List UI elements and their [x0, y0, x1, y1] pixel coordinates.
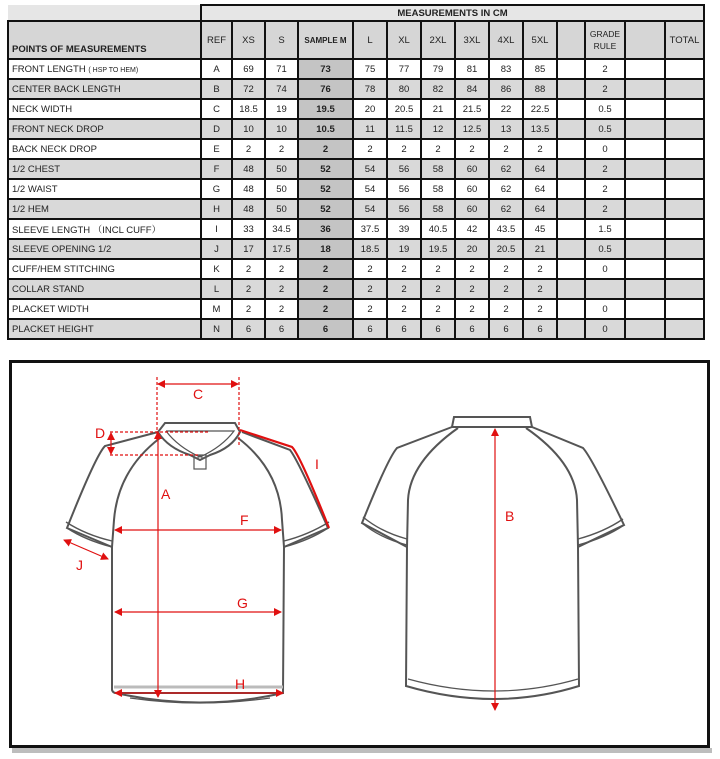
front-hem-curve: [116, 693, 283, 703]
size-value-xl: 6: [387, 319, 421, 339]
size-value-l: 54: [353, 199, 387, 219]
label-d: D: [95, 425, 106, 441]
size-value-s: 2: [265, 279, 298, 299]
size-value-5xl: 13.5: [523, 119, 557, 139]
ref-cell: A: [201, 59, 232, 79]
size-value-3xl: 60: [455, 159, 489, 179]
back-body-outline: [406, 547, 579, 699]
ref-cell: L: [201, 279, 232, 299]
ref-header: REF: [201, 21, 232, 59]
grade-rule-cell: 0: [585, 299, 625, 319]
size-value-2xl: 12: [421, 119, 455, 139]
size-header-s: S: [265, 21, 298, 59]
size-value-l: 54: [353, 179, 387, 199]
measurement-name: PLACKET HEIGHT: [12, 323, 94, 335]
size-value-sample-m: 2: [298, 139, 353, 159]
size-value-s: 10: [265, 119, 298, 139]
size-value-xl: 2: [387, 279, 421, 299]
size-header-sample-m: SAMPLE M: [298, 21, 353, 59]
size-value-s: 50: [265, 179, 298, 199]
grade-rule-cell: 2: [585, 179, 625, 199]
size-value-xl: 56: [387, 179, 421, 199]
size-value-4xl: 86: [489, 79, 523, 99]
size-value-2xl: 2: [421, 139, 455, 159]
size-header-2xl: 2XL: [421, 21, 455, 59]
front-right-armhole: [238, 438, 284, 547]
size-value-3xl: 21.5: [455, 99, 489, 119]
size-value-3xl: 81: [455, 59, 489, 79]
size-value-5xl: 2: [523, 299, 557, 319]
size-value-xs: 2: [232, 299, 265, 319]
size-value-3xl: 2: [455, 259, 489, 279]
size-value-xl: 2: [387, 139, 421, 159]
measurement-name: NECK WIDTH: [12, 103, 73, 115]
grade-rule-cell: 0.5: [585, 99, 625, 119]
measurement-name: SLEEVE LENGTH （INCL CUFF）: [12, 225, 162, 236]
size-value-xs: 2: [232, 139, 265, 159]
back-right-cuff: [578, 519, 624, 545]
size-value-4xl: 2: [489, 139, 523, 159]
size-value-4xl: 2: [489, 279, 523, 299]
size-value-l: 75: [353, 59, 387, 79]
size-value-s: 2: [265, 299, 298, 319]
size-value-l: 11: [353, 119, 387, 139]
size-value-4xl: 2: [489, 259, 523, 279]
size-value-2xl: 19.5: [421, 239, 455, 259]
label-f: F: [240, 512, 249, 528]
grade-rule-cell: 0: [585, 319, 625, 339]
measurement-note: ( HSP TO HEM): [88, 66, 139, 74]
size-value-4xl: 20.5: [489, 239, 523, 259]
size-value-l: 18.5: [353, 239, 387, 259]
size-value-5xl: 88: [523, 79, 557, 99]
size-value-3xl: 6: [455, 319, 489, 339]
size-value-4xl: 6: [489, 319, 523, 339]
back-hem-inner: [408, 679, 578, 691]
grade-rule-cell: 0.5: [585, 119, 625, 139]
grade-rule-cell: 1.5: [585, 219, 625, 239]
measurements-title: MEASUREMENTS IN CM: [201, 5, 704, 21]
size-value-xs: 48: [232, 179, 265, 199]
size-value-5xl: 45: [523, 219, 557, 239]
size-value-4xl: 2: [489, 299, 523, 319]
size-value-xl: 2: [387, 259, 421, 279]
label-j: J: [76, 557, 83, 573]
size-value-xs: 48: [232, 199, 265, 219]
size-value-3xl: 2: [455, 279, 489, 299]
ref-cell: H: [201, 199, 232, 219]
ref-cell: M: [201, 299, 232, 319]
measurement-name: FRONT NECK DROP: [12, 123, 104, 135]
label-i: I: [315, 456, 319, 472]
grade-rule-line1: GRADE: [589, 29, 621, 39]
size-value-sample-m: 73: [298, 59, 353, 79]
size-value-sample-m: 36: [298, 219, 353, 239]
size-value-5xl: 22.5: [523, 99, 557, 119]
back-left-armhole: [407, 428, 458, 547]
size-value-3xl: 60: [455, 179, 489, 199]
size-value-2xl: 21: [421, 99, 455, 119]
size-value-2xl: 82: [421, 79, 455, 99]
ref-cell: B: [201, 79, 232, 99]
size-value-sample-m: 18: [298, 239, 353, 259]
size-value-sample-m: 52: [298, 199, 353, 219]
size-value-xs: 33: [232, 219, 265, 239]
size-value-2xl: 2: [421, 279, 455, 299]
size-value-4xl: 13: [489, 119, 523, 139]
size-value-5xl: 6: [523, 319, 557, 339]
size-value-3xl: 20: [455, 239, 489, 259]
size-value-2xl: 2: [421, 299, 455, 319]
size-value-s: 71: [265, 59, 298, 79]
size-value-l: 2: [353, 259, 387, 279]
size-value-xl: 19: [387, 239, 421, 259]
size-value-l: 78: [353, 79, 387, 99]
size-value-xl: 2: [387, 299, 421, 319]
size-value-l: 37.5: [353, 219, 387, 239]
size-value-4xl: 62: [489, 159, 523, 179]
size-value-3xl: 2: [455, 139, 489, 159]
size-value-s: 34.5: [265, 219, 298, 239]
size-value-xl: 39: [387, 219, 421, 239]
size-value-sample-m: 76: [298, 79, 353, 99]
size-value-xl: 80: [387, 79, 421, 99]
measurement-name: FRONT LENGTH: [12, 63, 86, 75]
label-g: G: [237, 595, 248, 611]
size-value-4xl: 43.5: [489, 219, 523, 239]
ref-cell: I: [201, 219, 232, 239]
size-value-xs: 69: [232, 59, 265, 79]
size-value-sample-m: 2: [298, 299, 353, 319]
grade-rule-cell: 2: [585, 79, 625, 99]
size-value-xl: 20.5: [387, 99, 421, 119]
size-value-s: 50: [265, 199, 298, 219]
front-body-outline: [112, 547, 284, 693]
grade-rule-cell: 2: [585, 159, 625, 179]
size-value-sample-m: 52: [298, 159, 353, 179]
back-collar: [452, 417, 532, 427]
size-value-s: 19: [265, 99, 298, 119]
measurement-name: CUFF/HEM STITCHING: [12, 263, 115, 275]
size-value-5xl: 64: [523, 179, 557, 199]
size-value-l: 2: [353, 139, 387, 159]
back-shirt: [362, 417, 624, 699]
size-value-4xl: 62: [489, 199, 523, 219]
size-header-4xl: 4XL: [489, 21, 523, 59]
size-value-xl: 56: [387, 199, 421, 219]
measurement-name: COLLAR STAND: [12, 283, 85, 295]
size-value-sample-m: 19.5: [298, 99, 353, 119]
size-value-xs: 18.5: [232, 99, 265, 119]
size-value-xs: 48: [232, 159, 265, 179]
label-c: C: [193, 386, 204, 402]
size-value-5xl: 2: [523, 279, 557, 299]
size-header-3xl: 3XL: [455, 21, 489, 59]
size-header-xl: XL: [387, 21, 421, 59]
ref-cell: K: [201, 259, 232, 279]
size-value-3xl: 42: [455, 219, 489, 239]
size-value-l: 2: [353, 299, 387, 319]
size-value-xl: 77: [387, 59, 421, 79]
size-value-s: 2: [265, 139, 298, 159]
measurement-name: PLACKET WIDTH: [12, 303, 89, 315]
front-shirt: [66, 423, 329, 703]
ref-cell: G: [201, 179, 232, 199]
size-value-l: 54: [353, 159, 387, 179]
size-value-3xl: 84: [455, 79, 489, 99]
label-h: H: [235, 676, 246, 692]
size-value-xl: 56: [387, 159, 421, 179]
size-value-s: 74: [265, 79, 298, 99]
size-value-xs: 17: [232, 239, 265, 259]
size-value-sample-m: 2: [298, 279, 353, 299]
size-value-5xl: 64: [523, 199, 557, 219]
size-value-2xl: 79: [421, 59, 455, 79]
size-value-sample-m: 6: [298, 319, 353, 339]
size-value-s: 50: [265, 159, 298, 179]
size-value-4xl: 83: [489, 59, 523, 79]
size-value-s: 6: [265, 319, 298, 339]
size-header-l: L: [353, 21, 387, 59]
total-header: TOTAL: [665, 21, 704, 59]
size-value-5xl: 64: [523, 159, 557, 179]
size-value-3xl: 60: [455, 199, 489, 219]
size-value-2xl: 58: [421, 179, 455, 199]
size-value-4xl: 62: [489, 179, 523, 199]
size-value-xl: 11.5: [387, 119, 421, 139]
ref-cell: C: [201, 99, 232, 119]
size-value-xs: 6: [232, 319, 265, 339]
size-value-l: 6: [353, 319, 387, 339]
back-left-cuff: [362, 517, 407, 545]
size-value-sample-m: 52: [298, 179, 353, 199]
back-right-armhole: [526, 428, 578, 547]
size-value-2xl: 40.5: [421, 219, 455, 239]
size-value-5xl: 85: [523, 59, 557, 79]
ref-cell: J: [201, 239, 232, 259]
size-value-2xl: 6: [421, 319, 455, 339]
front-collar-inner: [166, 431, 234, 457]
size-value-xs: 10: [232, 119, 265, 139]
size-value-4xl: 22: [489, 99, 523, 119]
label-a: A: [161, 486, 171, 502]
size-value-3xl: 2: [455, 299, 489, 319]
size-value-s: 17.5: [265, 239, 298, 259]
size-value-l: 20: [353, 99, 387, 119]
size-header-xs: XS: [232, 21, 265, 59]
measurement-name: CENTER BACK LENGTH: [12, 83, 121, 95]
label-b: B: [505, 508, 515, 524]
size-value-xs: 2: [232, 259, 265, 279]
grade-rule-cell: 2: [585, 59, 625, 79]
size-value-2xl: 58: [421, 199, 455, 219]
measurement-name: BACK NECK DROP: [12, 143, 97, 155]
size-value-5xl: 21: [523, 239, 557, 259]
size-value-2xl: 58: [421, 159, 455, 179]
measurement-name: SLEEVE OPENING 1/2: [12, 243, 112, 255]
size-value-xs: 2: [232, 279, 265, 299]
size-value-5xl: 2: [523, 259, 557, 279]
points-of-measurements-header: POINTS OF MEASUREMENTS: [8, 21, 201, 59]
size-value-s: 2: [265, 259, 298, 279]
ref-cell: F: [201, 159, 232, 179]
measurement-name: 1/2 WAIST: [12, 183, 58, 195]
ref-cell: N: [201, 319, 232, 339]
measurement-name: 1/2 HEM: [12, 203, 49, 215]
size-value-sample-m: 2: [298, 259, 353, 279]
grade-rule-cell: 0: [585, 259, 625, 279]
ref-cell: D: [201, 119, 232, 139]
i-sleeve-line: [240, 430, 329, 528]
grade-rule-cell: 0: [585, 139, 625, 159]
size-value-sample-m: 10.5: [298, 119, 353, 139]
grade-rule-line2: RULE: [593, 41, 617, 51]
measurement-name: 1/2 CHEST: [12, 163, 61, 175]
size-value-l: 2: [353, 279, 387, 299]
size-value-xs: 72: [232, 79, 265, 99]
size-value-2xl: 2: [421, 259, 455, 279]
size-value-5xl: 2: [523, 139, 557, 159]
size-header-5xl: 5XL: [523, 21, 557, 59]
ref-cell: E: [201, 139, 232, 159]
front-left-armhole: [112, 438, 160, 547]
size-value-3xl: 12.5: [455, 119, 489, 139]
grade-rule-cell: 0.5: [585, 239, 625, 259]
grade-rule-cell: 2: [585, 199, 625, 219]
